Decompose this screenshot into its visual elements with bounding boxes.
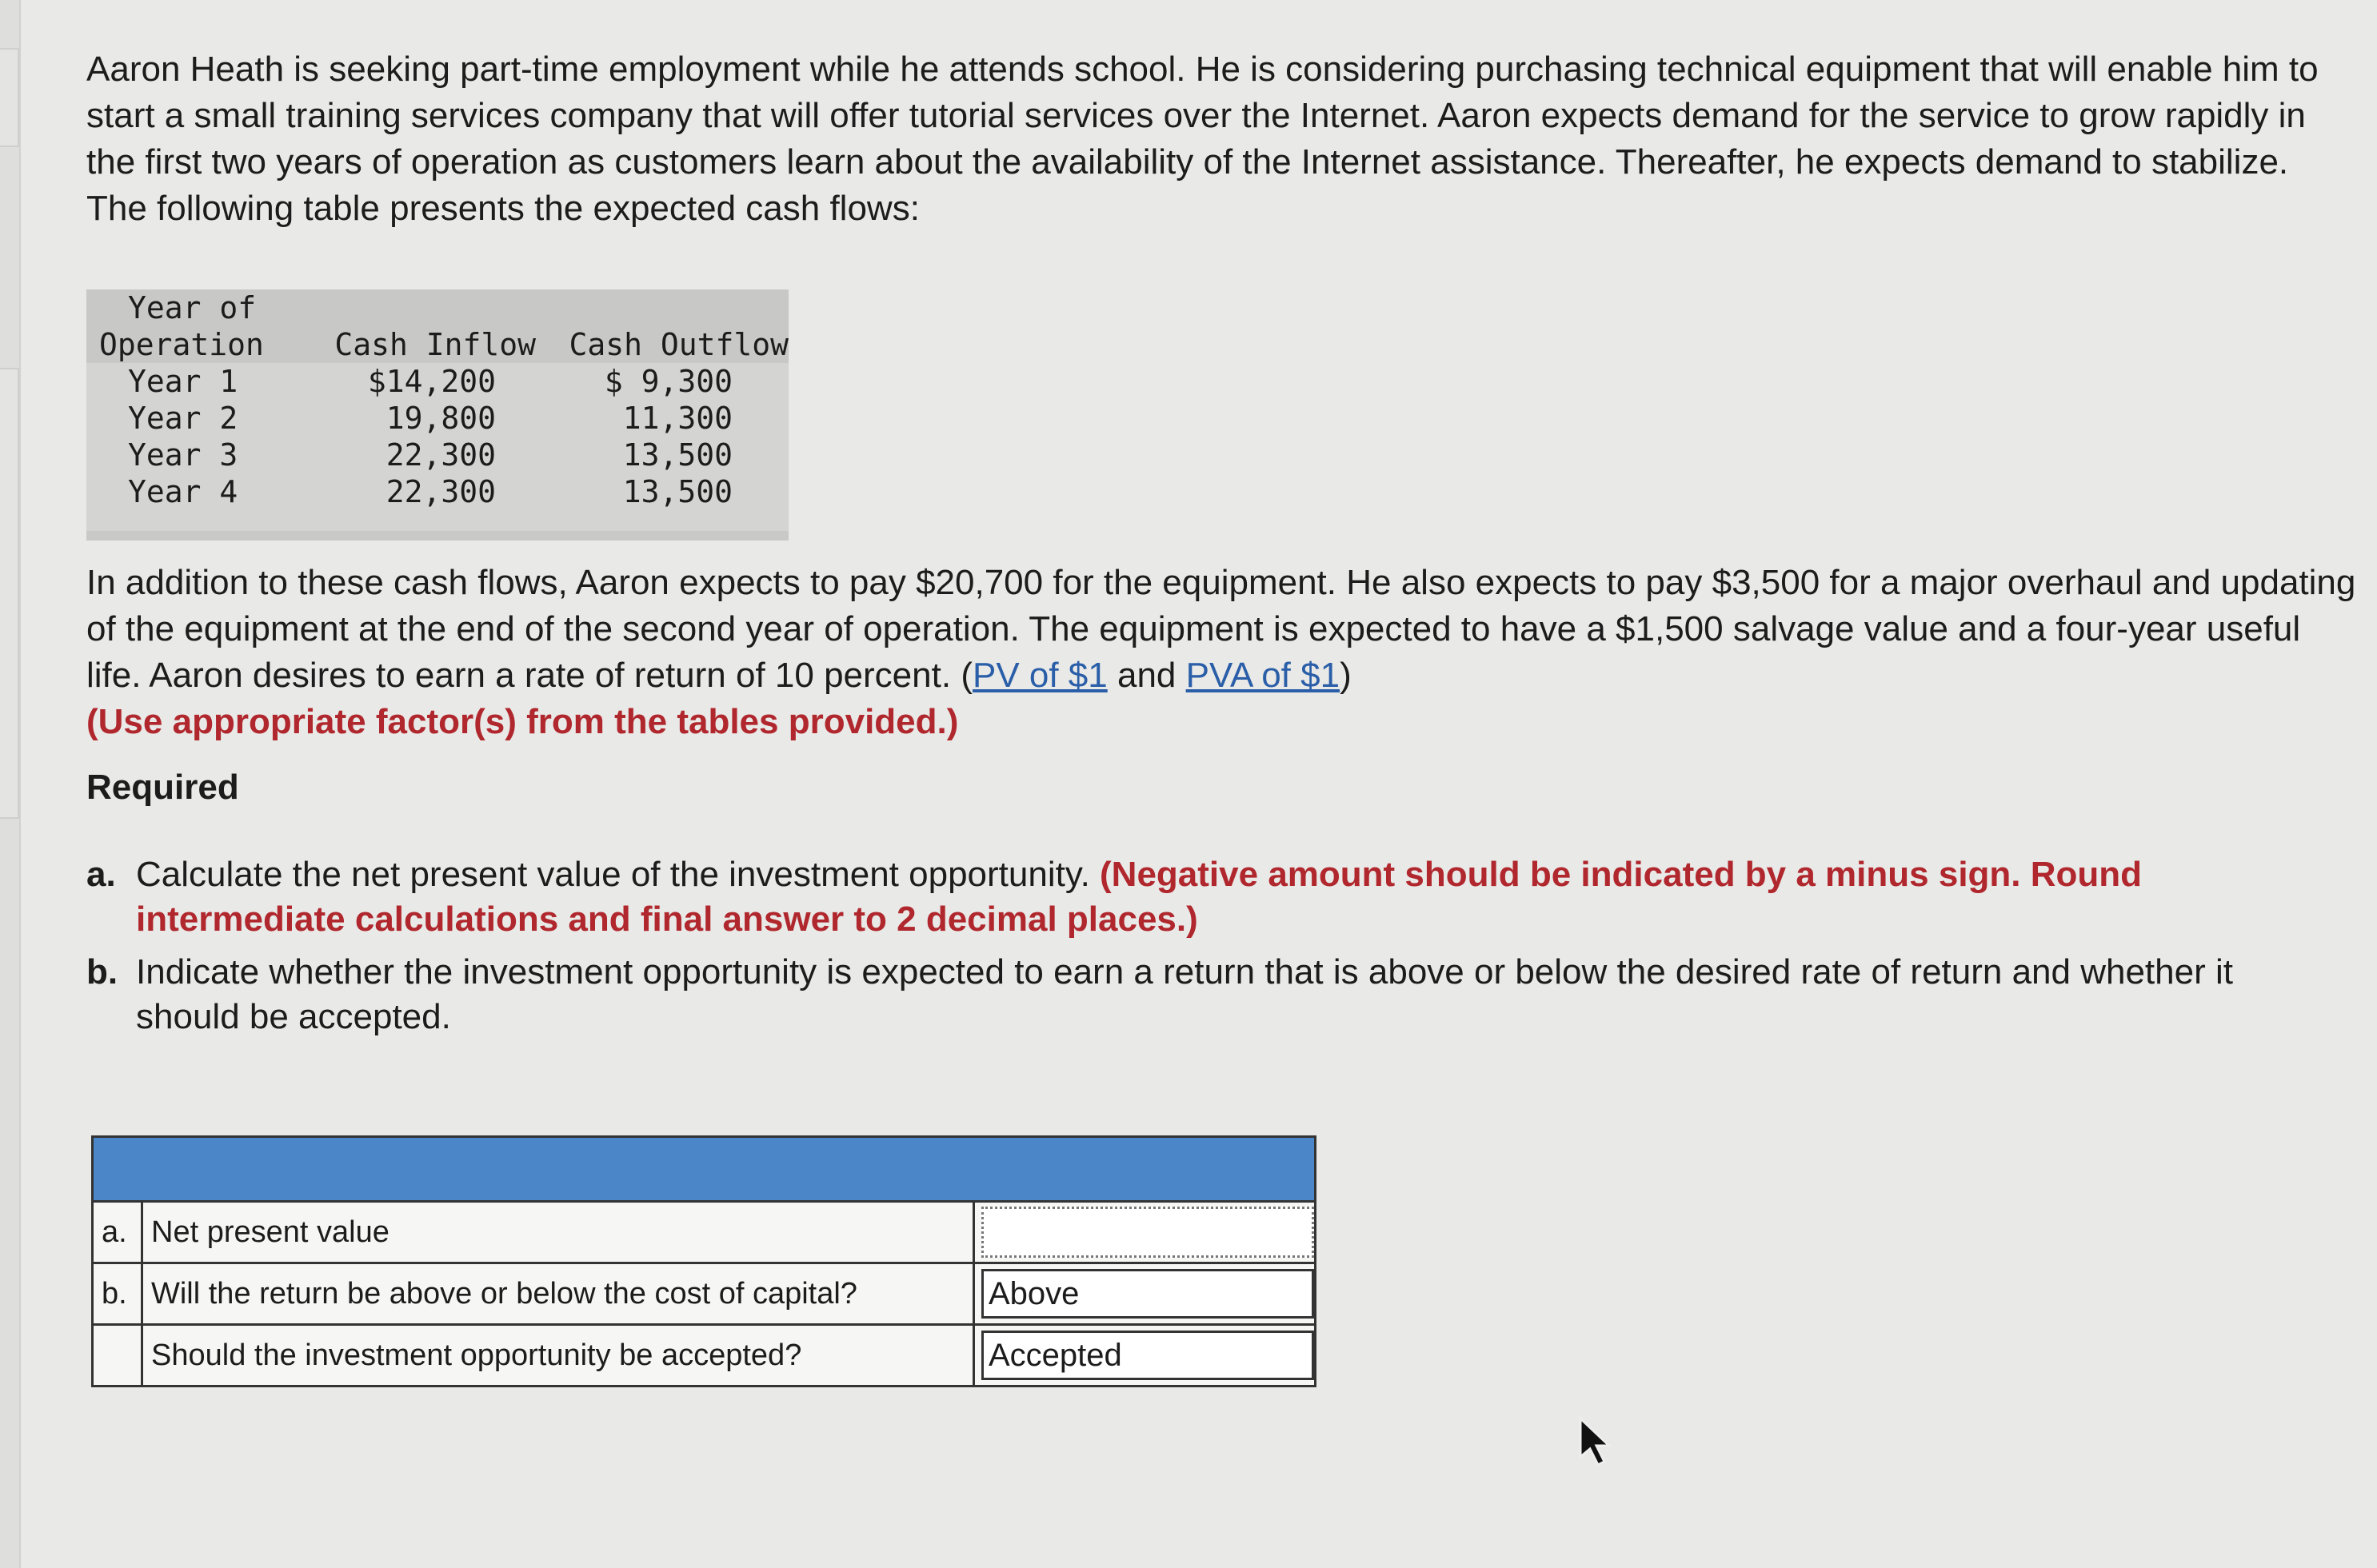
inflow-cell: 19,800: [386, 401, 496, 436]
additional-info: In addition to these cash flows, Aaron expects to pay $20,700 for the equipment. He also expects to pay $3,500 for a major overhaul and updating of the equipment at the end of the second year of operation. The equipment is expected to have a $1,500 salvage value and a four-year useful life. Aaron desires to earn a rate of return of 10 percent. (PV of $1 and PVA of $1) (Use appropriate factor(s) from the tables provided.): [86, 563, 2356, 741]
answer-row-return: b. Will the return be above or below the cost of capital? Above: [94, 1264, 1314, 1326]
outflow-cell: 13,500: [622, 474, 733, 509]
answer-table-header: [94, 1138, 1314, 1203]
inflow-header: Cash Inflow: [334, 327, 536, 362]
required-item-a: a. Calculate the net present value of the investment opportunity. (Negative amount should be indicated by a minus sign. Round intermediate calculations and final answer to 2 decimal places.): [86, 855, 2143, 939]
required-item-b: b. Indicate whether the investment opportunity is expected to earn a return that is above or below the desired rate of return and whether it should be accepted.: [86, 952, 2233, 1036]
npv-input[interactable]: [981, 1207, 1314, 1258]
required-a-note: (Negative amount should be indicated by a minus sign. Round intermediate calculations and final answer to 2 decimal places.): [136, 855, 2143, 939]
year-header-line1: Year of: [128, 290, 257, 325]
left-edge-tab: [0, 48, 19, 147]
instruction-text: (Use appropriate factor(s) from the tables provided.): [86, 702, 959, 741]
answer-row-accept: [94, 1326, 1314, 1385]
table-row: [86, 437, 789, 473]
required-section: [86, 768, 2326, 1047]
year-header-line2: Operation: [99, 327, 264, 362]
pva-of-1-link[interactable]: PVA of $1: [1185, 656, 1340, 695]
cash-flow-header: [86, 289, 789, 363]
mouse-cursor-icon: [1577, 1415, 1612, 1472]
intro-paragraph: Aaron Heath is seeking part-time employment while he attends school. He is considering purchasing technical equipment that will enable him to start a small training services company that will offer tutorial services over the Internet. Aaron expects demand for the service to grow rapidly in the first two years of operation as customers learn about the availability of the Internet assistance. Thereafter, he expects demand to stabilize. The following table presents the expected cash flows:: [86, 50, 2319, 228]
inflow-cell: $14,200: [367, 364, 496, 399]
problem-intro: [86, 46, 2358, 232]
outflow-header: Cash Outflow: [569, 327, 789, 362]
left-edge-tab: [0, 368, 19, 819]
cash-flow-table: [86, 289, 789, 541]
year-cell: Year 4: [128, 474, 238, 509]
table-row: [86, 363, 789, 400]
table-row: [86, 400, 789, 437]
answer-table: [91, 1135, 1316, 1387]
npv-label: Net present value: [143, 1203, 975, 1262]
pv-of-1-link[interactable]: PV of $1: [972, 656, 1108, 695]
year-cell: Year 2: [128, 401, 238, 436]
inflow-cell: 22,300: [386, 474, 496, 509]
return-select[interactable]: Above: [981, 1269, 1314, 1319]
return-question-label: Will the return be above or below the cost of capital?: [143, 1264, 975, 1323]
outflow-cell: 13,500: [622, 437, 733, 473]
addition-text: In addition to these cash flows, Aaron expects to pay $20,700 for the equipment. He also expects to pay $3,500 for a major overhaul and updating of the equipment at the end of the second year of operation. The equipment is expected to have a $1,500 salvage value and a four-year useful life. Aaron desires to earn a rate of return of 10 percent.: [86, 563, 2356, 695]
required-title: Required: [86, 768, 239, 807]
table-row: [86, 473, 789, 510]
inflow-cell: 22,300: [386, 437, 496, 473]
year-cell: Year 1: [128, 364, 238, 399]
accept-select[interactable]: Accepted: [981, 1331, 1314, 1380]
year-cell: Year 3: [128, 437, 238, 473]
answer-row-npv: a. Net present value: [94, 1203, 1314, 1264]
outflow-cell: $ 9,300: [604, 364, 733, 399]
accept-question-label: Should the investment opportunity be accepted?: [143, 1326, 975, 1385]
outflow-cell: 11,300: [622, 401, 733, 436]
